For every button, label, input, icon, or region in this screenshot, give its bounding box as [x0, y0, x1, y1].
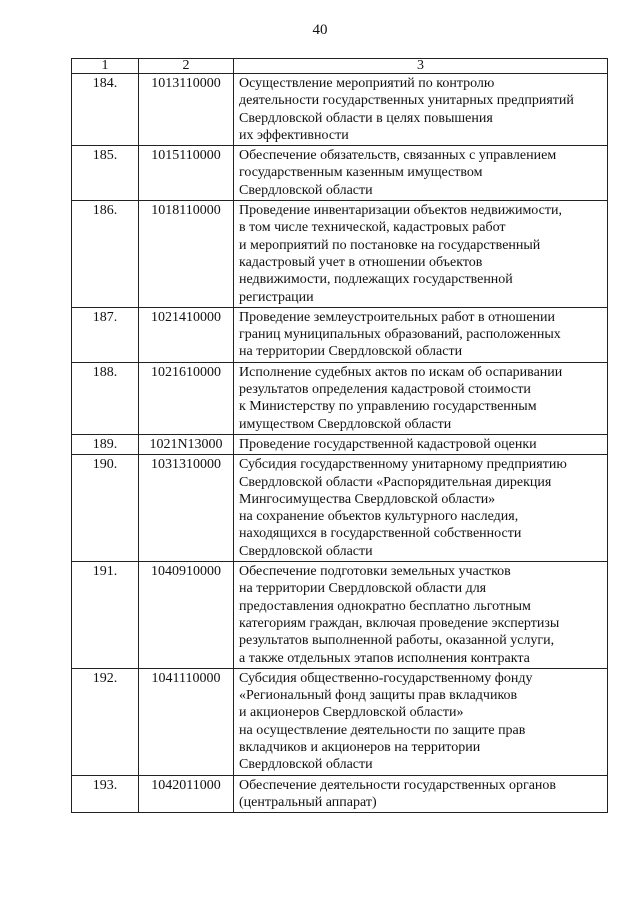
description-line: государственным казенным имуществом: [239, 165, 483, 181]
row-number: 188.: [72, 362, 139, 434]
description-line: имуществом Свердловской области: [239, 416, 452, 432]
table-row: [72, 775, 608, 813]
description-line: и мероприятий по постановке на государственный: [239, 237, 541, 253]
description-line: Свердловской области: [239, 543, 373, 559]
description-line: Осуществление мероприятий по контролю: [239, 76, 495, 91]
column-header-number: 1: [72, 59, 139, 74]
table-row: [72, 74, 608, 146]
table-row: [72, 307, 608, 362]
row-code: 1031310000: [139, 455, 234, 562]
row-code: 1021610000: [139, 362, 234, 434]
table-body: [72, 74, 608, 813]
description-line: и акционеров Свердловской области»: [239, 705, 464, 721]
description-line: Субсидия общественно-государственному фонду: [239, 670, 533, 686]
row-number: 189.: [72, 434, 139, 454]
table-row: [72, 362, 608, 434]
description-line: их эффективности: [239, 127, 349, 143]
table-row: [72, 434, 608, 454]
row-number: 191.: [72, 562, 139, 669]
table-row: [72, 146, 608, 201]
description-line: Свердловской области: [239, 182, 373, 198]
row-description: [234, 455, 608, 562]
row-description: [234, 201, 608, 308]
description-line: вкладчиков и акционеров на территории: [239, 739, 481, 755]
description-line: а также отдельных этапов исполнения контракта: [239, 650, 530, 666]
description-line: Проведение инвентаризации объектов недвижимости,: [239, 203, 562, 219]
description-line: находящихся в государственной собственности: [239, 526, 522, 542]
row-code: 1015110000: [139, 146, 234, 201]
description-line: Свердловской области «Распорядительная дирекция: [239, 474, 552, 490]
row-description: [234, 434, 608, 454]
description-line: «Региональный фонд защиты прав вкладчиков: [239, 688, 518, 704]
row-number: 185.: [72, 146, 139, 201]
table-header-row: [72, 59, 608, 74]
row-code: 1040910000: [139, 562, 234, 669]
description-line: Проведение государственной кадастровой оценки: [239, 436, 537, 452]
row-description: [234, 668, 608, 775]
description-line: результатов выполненной работы, оказанной услуги,: [239, 633, 555, 649]
description-line: Проведение землеустроительных работ в отношении: [239, 309, 556, 325]
description-line: Свердловской области: [239, 757, 373, 773]
row-number: 184.: [72, 74, 139, 146]
page-number: 40: [312, 22, 328, 38]
row-number: 193.: [72, 775, 139, 813]
table-row: [72, 562, 608, 669]
row-number: 186.: [72, 201, 139, 308]
description-line: Субсидия государственному унитарному предприятию: [239, 457, 567, 473]
description-line: на территории Свердловской области: [239, 344, 463, 360]
description-line: Обеспечение подготовки земельных участков: [239, 564, 511, 580]
row-description: [234, 775, 608, 813]
row-description: [234, 307, 608, 362]
row-description: [234, 74, 608, 146]
description-line: Исполнение судебных актов по искам об оспаривании: [239, 364, 563, 380]
description-line: на сохранение объектов культурного наследия,: [239, 509, 519, 525]
description-line: регистрации: [239, 289, 314, 305]
description-line: к Министерству по управлению государственным: [239, 399, 537, 415]
row-description: [234, 362, 608, 434]
row-number: 192.: [72, 668, 139, 775]
description-line: Мингосимущества Свердловской области»: [239, 491, 496, 507]
table-row: [72, 455, 608, 562]
description-line: на осуществление деятельности по защите прав: [239, 722, 526, 738]
row-number: 187.: [72, 307, 139, 362]
description-line: недвижимости, подлежащих государственной: [239, 272, 513, 288]
description-line: Обеспечение обязательств, связанных с управлением: [239, 148, 557, 164]
table-row: [72, 668, 608, 775]
description-line: кадастровый учет в отношении объектов: [239, 254, 483, 270]
description-line: предоставления однократно бесплатно льготным: [239, 598, 531, 614]
row-code: 1013110000: [139, 74, 234, 146]
row-code: 1021N13000: [139, 434, 234, 454]
description-line: Свердловской области в целях повышения: [239, 110, 493, 126]
row-code: 1041110000: [139, 668, 234, 775]
row-code: 1021410000: [139, 307, 234, 362]
description-line: (центральный аппарат): [239, 794, 377, 810]
description-line: деятельности государственных унитарных предприятий: [239, 93, 574, 109]
column-header-code: 2: [139, 59, 234, 74]
row-number: 190.: [72, 455, 139, 562]
row-code: 1018110000: [139, 201, 234, 308]
table-row: [72, 201, 608, 308]
description-line: границ муниципальных образований, расположенных: [239, 327, 561, 343]
description-line: на территории Свердловской области для: [239, 581, 487, 597]
row-description: [234, 562, 608, 669]
row-code: 1042011000: [139, 775, 234, 813]
description-line: результатов определения кадастровой стоимости: [239, 382, 531, 398]
description-line: Обеспечение деятельности государственных органов: [239, 777, 557, 793]
description-line: категориям граждан, включая проведение экспертизы: [239, 615, 560, 631]
description-line: в том числе технической, кадастровых работ: [239, 220, 506, 236]
column-header-description: 3: [234, 59, 608, 74]
budget-codes-table: [71, 58, 608, 813]
row-description: [234, 146, 608, 201]
